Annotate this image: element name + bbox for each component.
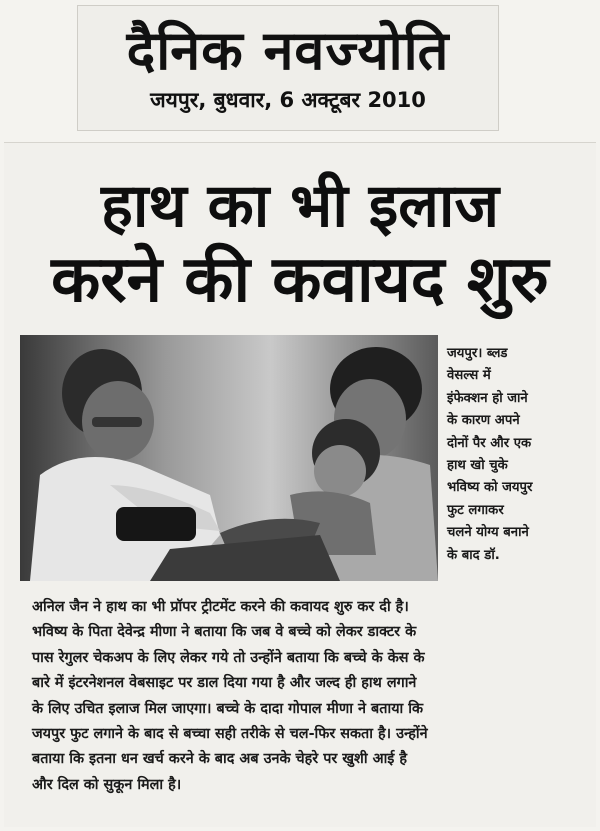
headline-line-2: करने की कवायद शुरु [51,243,549,317]
side-line: फुट लगाकर [447,502,504,518]
newspaper-title: दैनिक नवज्योति [126,19,450,82]
side-line: दोनों पैर और एक [447,435,532,451]
body-line: और दिल को सुकून मिला है। [32,776,182,793]
side-line: चलने योग्य बनाने [447,525,529,541]
body-line: बारे में इंटरनेशनल वेबसाइट पर डाल दिया गया है और जल्द ही हाथ लगाने [32,675,417,692]
side-line: भविष्य को जयपुर [447,480,533,496]
body-line: अनिल जैन ने हाथ का भी प्रॉपर ट्रीटमेंट करने की कवायद शुरु कर दी है। [32,599,409,615]
side-line: के कारण अपने [447,413,520,429]
article-photo [20,335,438,581]
headline-line-1: हाथ का भी इलाज [101,171,499,241]
side-line: हाथ खो चुके [447,458,508,474]
side-line: जयपुर। ब्लड [447,346,508,361]
article-body [32,595,592,798]
side-line: इंफेक्शन हो जाने [447,390,528,406]
body-line: जयपुर फुट लगाने के बाद से बच्चा सही तरीके से चल-फिर सकता है। उन्होंने [32,726,428,743]
dateline: जयपुर, बुधवार, 6 अक्टूबर 2010 [150,88,426,112]
body-line: बताया कि इतना धन खर्च करने के बाद अब उनके चेहरे पर खुशी आई है [32,751,407,768]
side-column-text [447,343,593,567]
doctor-examining-child-photo [20,335,438,581]
article-clipping [4,142,596,827]
body-line: पास रेगुलर चेकअप के लिए लेकर गये तो उन्होंने बताया कि बच्चे के केस के [32,649,425,666]
newspaper-masthead [78,6,498,130]
side-line: के बाद डॉ. [447,547,500,563]
body-line: के लिए उचित इलाज मिल जाएगा। बच्चे के दादा गोपाल मीणा ने बताया कि [32,700,424,717]
body-line: भविष्य के पिता देवेन्द्र मीणा ने बताया कि जब वे बच्चे को लेकर डाक्टर के [32,624,417,641]
side-line: वेसल्स में [447,368,491,384]
